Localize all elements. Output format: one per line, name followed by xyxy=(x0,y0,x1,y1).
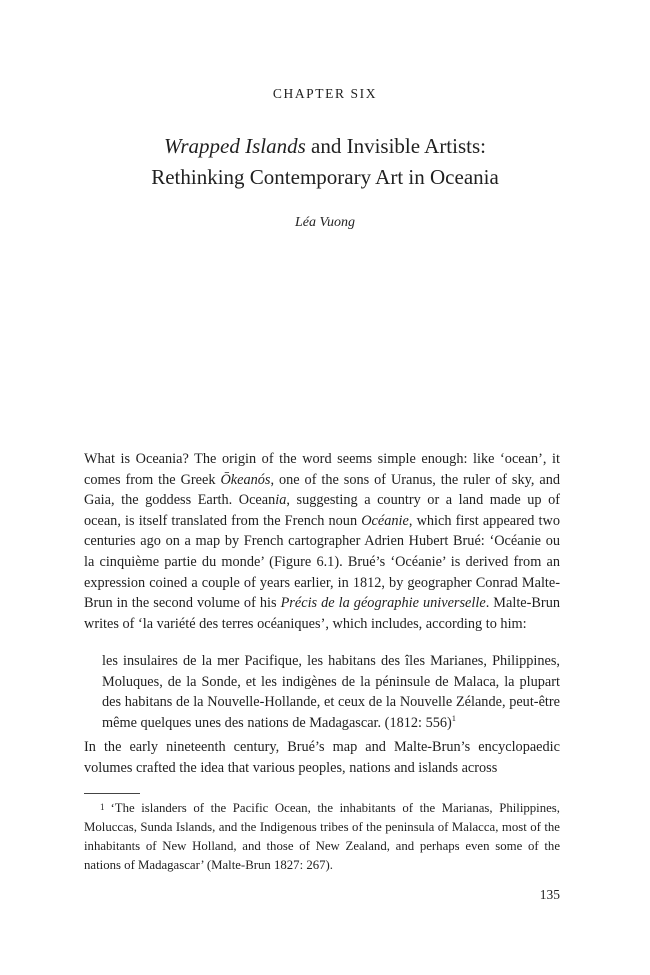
chapter-label: CHAPTER SIX xyxy=(272,86,378,101)
p1-text: What is Oceania? The origin of the word seems simple enough: like ‘ocean’, it comes from the Greek xyxy=(84,451,560,488)
footnote xyxy=(84,798,560,875)
p1-italic: Océanie xyxy=(361,512,409,529)
author-name: Léa Vuong xyxy=(294,215,355,230)
p1-text: , one of the sons of Uranus, the ruler of sky, and Gaia, the goddess Earth. Ocean xyxy=(84,471,560,509)
page-number: 135 xyxy=(539,887,560,902)
block-quote xyxy=(102,651,560,733)
footnote-number: 1 xyxy=(100,802,105,812)
footnote-text: ‘The islanders of the Pacific Ocean, the inhabitants of the Marianas, Philippines, Moluccas, Sunda Islands, and the Indigenous tribes of the peninsula of Malacca, most of the inhabitants of New Holland, and those of New Zealand, and perhaps even some of the nations of Madagascar’ (Malte-Brun 1827: 267). xyxy=(84,801,560,872)
body-paragraph-1 xyxy=(84,449,560,634)
footnote-divider xyxy=(84,793,140,794)
title-line2: Rethinking Contemporary Art in Oceania xyxy=(151,165,499,189)
footnote-reference: 1 xyxy=(451,713,457,724)
title-line1-rest: and Invisible Artists: xyxy=(305,134,486,158)
p1-italic: ia xyxy=(275,492,287,509)
p1-text: . Malte-Brun writes of ‘la variété des terres océaniques’, which includes, according to him: xyxy=(84,595,560,632)
quote-text: les insulaires de la mer Pacifique, les habitans des îles Marianes, Philippines, Moluques, de la Sonde, et les indigènes de la péninsule de Malaca, la plupart des habitans de la Nouvelle-Hollande, et ceux de la Nouvelle Zélande, peut-être même quelques unes des nations de Madagascar. (1812: 556) xyxy=(102,653,560,731)
chapter-title xyxy=(80,131,570,193)
p1-text: , suggesting a country or a land made up of ocean, is itself translated from the French noun xyxy=(84,492,560,529)
p1-italic: Précis de la géographie universelle xyxy=(280,595,486,612)
p1-italic: Ōkeanós xyxy=(220,471,271,488)
title-italic-part: Wrapped Islands xyxy=(164,134,306,158)
body-paragraph-2 xyxy=(84,737,560,778)
p1-text: , which first appeared two centuries ago on a map by French cartographer Adrien Hubert Brué: ‘Océanie ou la cinquième partie du monde’ (Figure 6.1). Brué’s ‘Océanie’ is derived from an expression coined a couple of years earlier, in 1812, by geographer Conrad Malte-Brun in the second volume of his xyxy=(84,512,560,612)
p2-text: In the early nineteenth century, Brué’s map and Malte-Brun’s encyclopaedic volumes crafted the idea that various peoples, nations and islands across xyxy=(84,739,560,776)
